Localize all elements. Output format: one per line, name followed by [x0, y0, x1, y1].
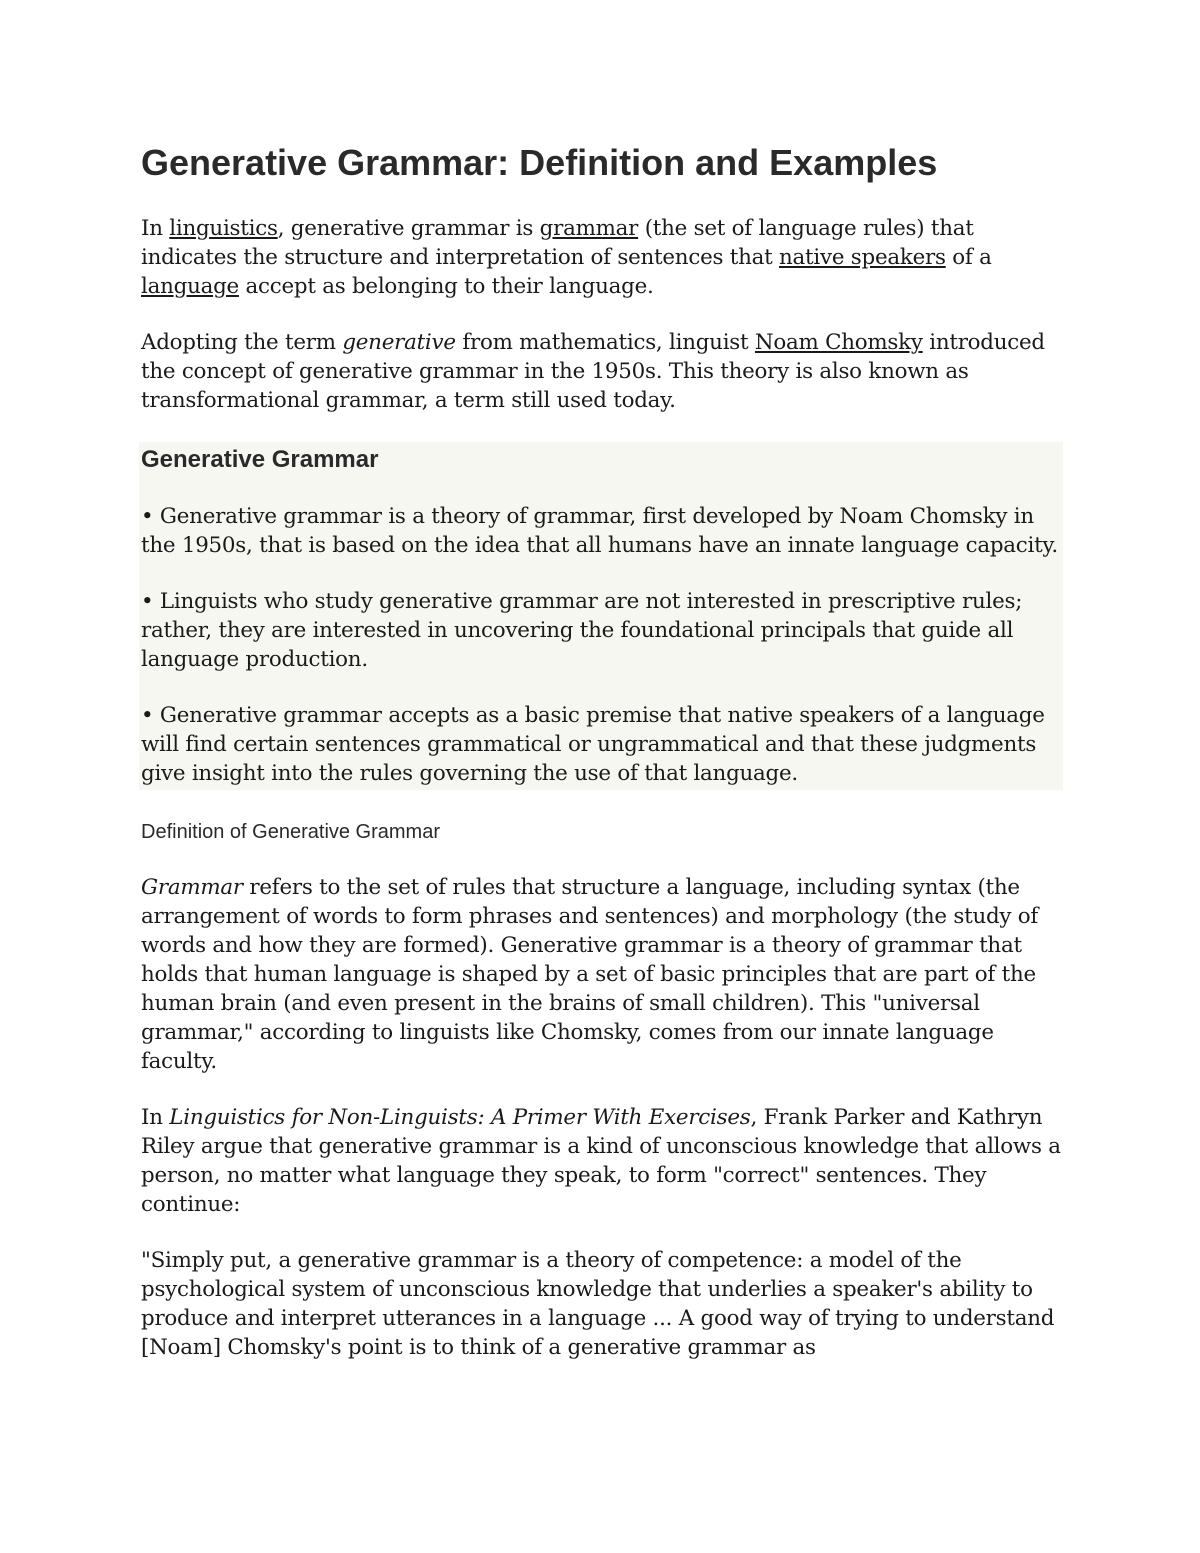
key-takeaway-bullet: • Generative grammar is a theory of grammar, first developed by Noam Chomsky in the 1950s, that is based on the idea that all humans have an innate language capacity.	[141, 504, 1058, 558]
definition-heading: Definition of Generative Grammar	[141, 821, 441, 843]
key-takeaways-heading: Generative Grammar	[141, 446, 379, 473]
intro-text: of a	[945, 245, 992, 270]
link-linguistics[interactable]: linguistics	[169, 216, 278, 241]
link-native-speakers[interactable]: native speakers	[779, 245, 946, 270]
intro-text: accept as belonging to their language.	[238, 274, 654, 299]
definition-text: In	[141, 1105, 170, 1130]
intro-paragraph-2	[141, 328, 1061, 415]
page-title: Generative Grammar: Definition and Examples	[141, 142, 938, 183]
key-takeaways-box	[139, 442, 1063, 790]
quote-paragraph: "Simply put, a generative grammar is a theory of competence: a model of the psychological system of unconscious knowledge that underlies a speaker's ability to produce and interpret utterances in a language ... A good way of trying to understand [Noam] Chomsky's point is to think of a generative grammar as	[141, 1248, 1055, 1360]
intro-text: from mathematics, linguist	[455, 330, 755, 355]
link-grammar[interactable]: grammar	[539, 216, 639, 241]
definition-paragraph-2	[141, 1103, 1061, 1219]
intro-text: , generative grammar is	[277, 216, 540, 241]
intro-text: Adopting the term	[141, 330, 343, 355]
definition-text: refers to the set of rules that structure a language, including syntax (the arrangement of words to form phrases and sentences) and morphology (the study of words and how they are formed). Generative grammar is a theory of grammar that holds that human language is shaped by a set of basic principles that are part of the human brain (and even present in the brains of small children). This "universal grammar," according to linguists like Chomsky, comes from our innate language faculty.	[141, 875, 1039, 1074]
book-title: Linguistics for Non-Linguists: A Primer With Exercises	[169, 1105, 751, 1130]
document-page	[141, 138, 1061, 1389]
intro-text: introduced the concept of generative grammar in the 1950s. This theory is also known as transformational grammar, a term still used today.	[141, 330, 1045, 413]
key-takeaway-bullet: • Linguists who study generative grammar are not interested in prescriptive rules; rather, they are interested in uncovering the foundational principals that guide all language production.	[141, 589, 1023, 672]
emphasis-grammar: Grammar	[141, 875, 243, 900]
key-takeaway-bullet: • Generative grammar accepts as a basic premise that native speakers of a language will find certain sentences grammatical or ungrammatical and that these judgments give insight into the rules governing the use of that language.	[141, 703, 1045, 786]
emphasis-generative: generative	[342, 330, 456, 355]
intro-text: (the set of language rules) that indicates the structure and interpretation of sentences that	[141, 216, 974, 270]
intro-paragraph-1	[141, 214, 1061, 301]
definition-text: , Frank Parker and Kathryn Riley argue that generative grammar is a kind of unconscious knowledge that allows a person, no matter what language they speak, to form "correct" sentences. They continue:	[141, 1105, 1061, 1217]
intro-text: In	[141, 216, 170, 241]
link-language[interactable]: language	[141, 274, 239, 299]
definition-paragraph-1	[141, 873, 1061, 1076]
link-noam-chomsky[interactable]: Noam Chomsky	[754, 330, 923, 355]
